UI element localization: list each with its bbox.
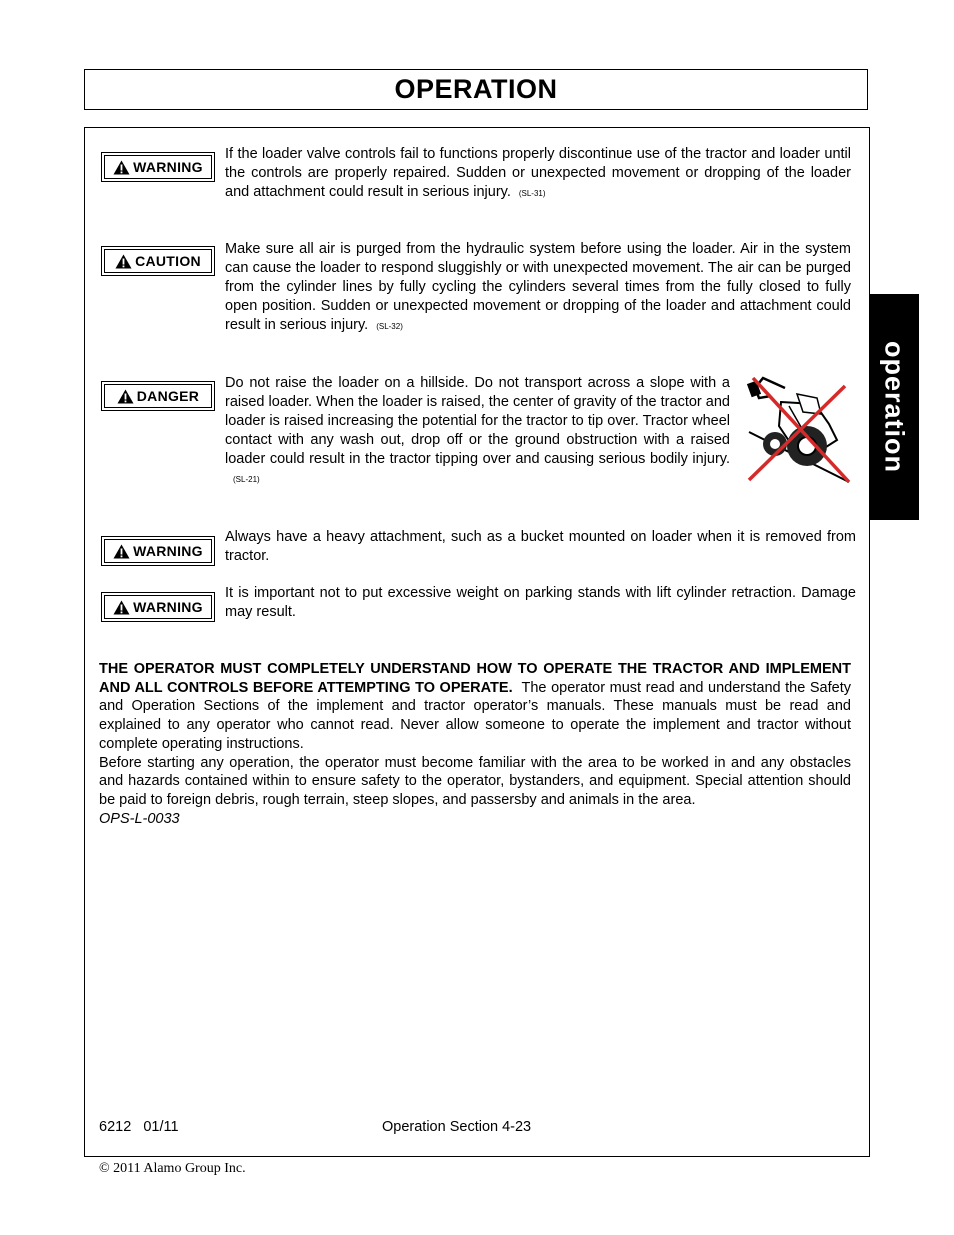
operator-paragraph-2: Before starting any operation, the operator must become familiar with the area to be worked in and any obstacles and hazards contained within to ensure safety to the operator, bystanders, and equipment. Special attention should be paid to foreign debris, rough terrain, steep slopes, and passersby and animals in the area.: [99, 754, 851, 808]
danger-label-text: DANGER: [136, 388, 200, 404]
danger-message-sl21: [225, 374, 730, 489]
paragraph-1-text: The operator must read and understand the Safety and Operation Sections of the implement and tractor operator’s manuals. These manuals must be read and explained to any operator who cannot read. Never allow someone to operate the implement and tractor without complete operating instructions.: [99, 679, 851, 752]
operator-instructions: [99, 660, 851, 828]
bold-intro: THE OPERATOR MUST COMPLETELY UNDERSTAND HOW TO OPERATE THE TRACTOR AND IMPLEMENT AND ALL CONTROLS BEFORE ATTEMPTING TO OPERATE.: [99, 661, 851, 696]
warning-triangle-icon: [117, 389, 134, 404]
alert-text: Do not raise the loader on a hillside. Do not transport across a slope with a raised loader. When the loader is raised, the center of gravity of the tractor and loader is raised increasing the potential for the tractor to tip over. Tractor wheel contact with any wash out, drop off or the ground obstruction with a raised loader could result in the tractor tipping over and causing serious bodily injury.: [225, 375, 730, 467]
danger-label: [101, 381, 215, 411]
alert-text: Make sure all air is purged from the hydraulic system before using the loader. Air in the system can cause the loader to respond sluggishly or with unexpected movement. The air can be purged from the cylinder lines by fully cycling the cylinders several times from the fully closed to fully open position. Sudden or unexpected movement or dropping of the loader and attachment could result in serious injury.: [225, 241, 851, 333]
warning-label-text: WARNING: [133, 599, 203, 615]
alert-text: It is important not to put excessive weight on parking stands with lift cylinder retraction. Damage may result.: [225, 585, 856, 620]
alert-ref: (SL-31): [518, 189, 546, 198]
warning-label-text: WARNING: [133, 159, 203, 175]
warning-label: [101, 536, 215, 566]
warning-message-parking-stands: [225, 584, 856, 622]
footer-section-page: Operation Section 4-23: [382, 1119, 532, 1135]
alert-text: Always have a heavy attachment, such as a bucket mounted on loader when it is removed from tractor.: [225, 529, 856, 564]
operator-paragraph-1: [99, 660, 851, 754]
side-tab-label: operation: [879, 340, 910, 473]
header-box: [84, 69, 868, 110]
tractor-tipping-prohibited-icon: [745, 374, 853, 486]
warning-triangle-icon: [113, 600, 130, 615]
caution-label-text: CAUTION: [135, 253, 201, 269]
page-title: OPERATION: [394, 74, 558, 104]
warning-triangle-icon: [113, 160, 130, 175]
copyright-notice: © 2011 Alamo Group Inc.: [99, 1161, 246, 1176]
alert-text: If the loader valve controls fail to functions properly discontinue use of the tractor and loader until the controls are properly repaired. Sudden or unexpected movement or dropping of the loader and attachment could result in serious injury.: [225, 146, 851, 200]
footer-model-date: 6212 01/11: [99, 1119, 179, 1135]
warning-label: [101, 592, 215, 622]
alert-ref: (SL-32): [376, 322, 403, 331]
warning-message-sl31: [225, 145, 851, 203]
warning-label-text: WARNING: [133, 543, 203, 559]
warning-triangle-icon: [115, 254, 132, 269]
warning-triangle-icon: [113, 544, 130, 559]
section-side-tab: [869, 294, 919, 520]
warning-message-heavy-attachment: [225, 528, 856, 566]
document-code: OPS-L-0033: [99, 810, 180, 827]
caution-message-sl32: [225, 240, 851, 336]
alert-ref: (SL-21): [233, 475, 260, 484]
caution-label: [101, 246, 215, 276]
warning-label: [101, 152, 215, 182]
